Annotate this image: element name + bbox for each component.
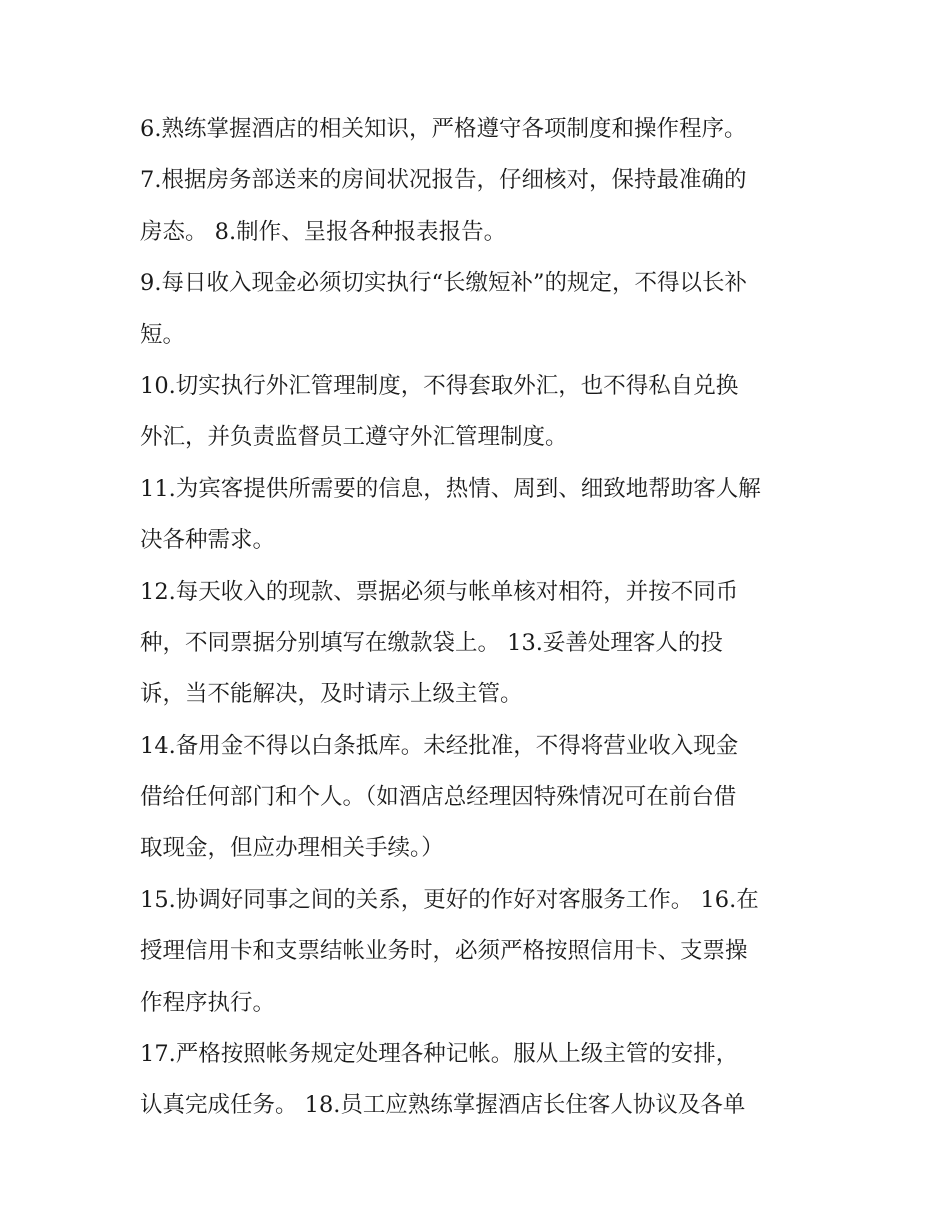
text-line: 诉，当不能解决，及时请示上级主管。 bbox=[140, 681, 523, 708]
text-line: 决各种需求。 bbox=[140, 527, 276, 554]
text-line: 15.协调好同事之间的关系，更好的作好对客服务工作。 16.在 bbox=[140, 886, 759, 913]
text-line: 借给任何部门和个人。（如酒店总经理因特殊情况可在前台借 bbox=[140, 784, 737, 811]
text-line: 14.备用金不得以白条抵库。未经批准，不得将营业收入现金 bbox=[140, 732, 739, 759]
text-line: 授理信用卡和支票结帐业务时，必须严格按照信用卡、支票操 bbox=[140, 938, 748, 965]
text-line: 取现金，但应办理相关手续。） bbox=[140, 835, 444, 862]
text-line: 10.切实执行外汇管理制度，不得套取外汇，也不得私自兑换 bbox=[140, 372, 739, 399]
text-line: 短。 bbox=[140, 321, 186, 348]
text-line: 房态。 8.制作、呈报各种报表报告。 bbox=[140, 218, 507, 245]
text-line: 外汇，并负责监督员工遵守外汇管理制度。 bbox=[140, 424, 568, 451]
document-body bbox=[140, 104, 840, 1132]
text-line: 17.严格按照帐务规定处理各种记帐。服从上级主管的安排， bbox=[140, 1041, 739, 1068]
text-line: 9.每日收入现金必须切实执行“长缴短补”的规定，不得以长补 bbox=[140, 270, 747, 297]
text-line: 种，不同票据分别填写在缴款袋上。 13.妥善处理客人的投 bbox=[140, 629, 723, 656]
text-line: 11.为宾客提供所需要的信息，热情、周到、细致地帮助客人解 bbox=[140, 475, 761, 502]
text-line: 认真完成任务。 18.员工应熟练掌握酒店长住客人协议及各单 bbox=[140, 1092, 746, 1119]
text-line: 12.每天收入的现款、票据必须与帐单核对相符，并按不同币 bbox=[140, 578, 739, 605]
text-line: 7.根据房务部送来的房间状况报告，仔细核对，保持最准确的 bbox=[140, 167, 747, 194]
text-line: 6.熟练掌握酒店的相关知识，严格遵守各项制度和操作程序。 bbox=[140, 116, 747, 142]
text-line: 作程序执行。 bbox=[140, 989, 276, 1016]
